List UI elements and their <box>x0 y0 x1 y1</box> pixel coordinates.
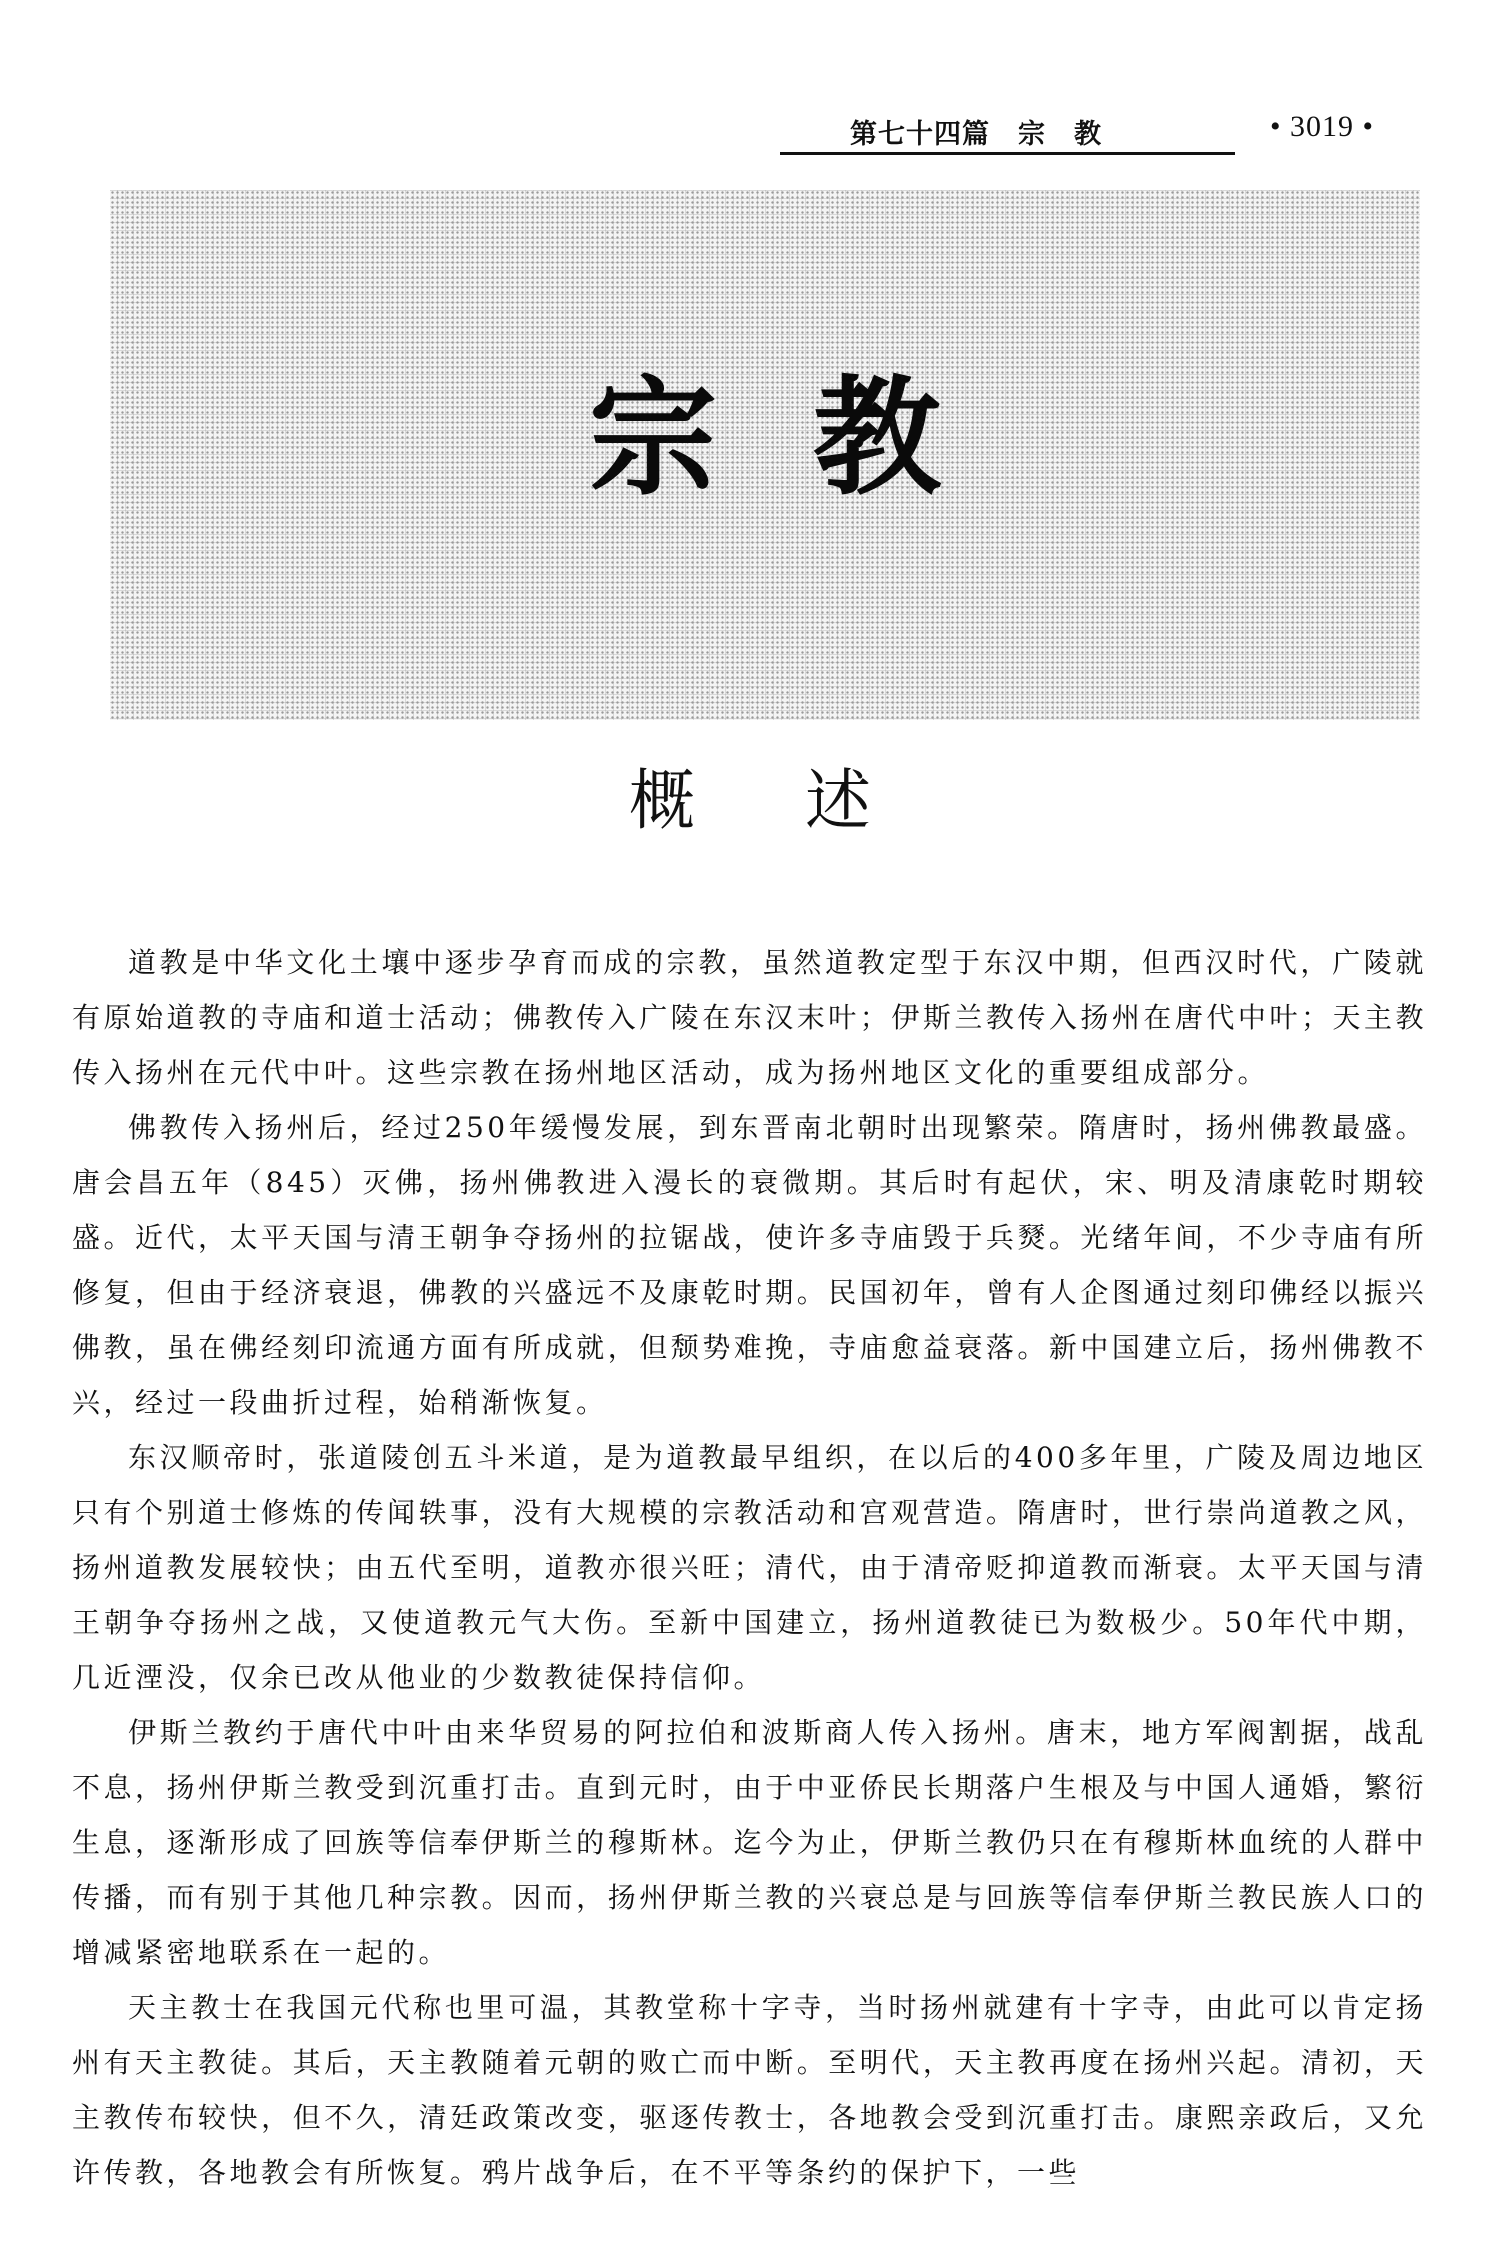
running-head <box>780 112 1235 155</box>
paragraph: 伊斯兰教约于唐代中叶由来华贸易的阿拉伯和波斯商人传入扬州。唐末，地方军阀割据，战乱不息，扬州伊斯兰教受到沉重打击。直到元时，由于中亚侨民长期落户生根及与中国人通婚，繁衍生息，逐渐形成了回族等信奉伊斯兰的穆斯林。迄今为止，伊斯兰教仍只在有穆斯林血统的人群中传播，而有别于其他几种宗教。因而，扬州伊斯兰教的兴衰总是与回族等信奉伊斯兰教民族人口的增减紧密地联系在一起的。 <box>72 1716 1427 1969</box>
paragraph: 东汉顺帝时，张道陵创五斗米道，是为道教最早组织，在以后的400多年里，广陵及周边地区只有个别道士修炼的传闻轶事，没有大规模的宗教活动和宫观营造。隋唐时，世行崇尚道教之风，扬州道教发展较快；由五代至明，道教亦很兴旺；清代，由于清帝贬抑道教而渐衰。太平天国与清王朝争夺扬州之战，又使道教元气大伤。至新中国建立，扬州道教徒已为数极少。50年代中期，几近湮没，仅余已改从他业的少数教徒保持信仰。 <box>72 1441 1427 1694</box>
section-heading: 概述 <box>629 762 981 839</box>
paragraph: 天主教士在我国元代称也里可温，其教堂称十字寺，当时扬州就建有十字寺，由此可以肯定扬州有天主教徒。其后，天主教随着元朝的败亡而中断。至明代，天主教再度在扬州兴起。清初，天主教传布较快，但不久，清廷政策改变，驱逐传教士，各地教会受到沉重打击。康熙亲政后，又允许传教，各地教会有所恢复。鸦片战争后，在不平等条约的保护下，一些 <box>72 1991 1427 2189</box>
body-text <box>72 935 1427 2200</box>
paragraph: 佛教传入扬州后，经过250年缓慢发展，到东晋南北朝时出现繁荣。隋唐时，扬州佛教最盛。唐会昌五年（845）灭佛，扬州佛教进入漫长的衰微期。其后时有起伏，宋、明及清康乾时期较盛。近代，太平天国与清王朝争夺扬州的拉锯战，使许多寺庙毁于兵燹。光绪年间，不少寺庙有所修复，但由于经济衰退，佛教的兴盛远不及康乾时期。民国初年，曾有人企图通过刻印佛经以振兴佛教，虽在佛经刻印流通方面有所成就，但颓势难挽，寺庙愈益衰落。新中国建立后，扬州佛教不兴，经过一段曲折过程，始稍渐恢复。 <box>72 1111 1427 1419</box>
chapter-title: 第七十四篇 宗 教 <box>850 119 1102 150</box>
paragraph: 道教是中华文化土壤中逐步孕育而成的宗教，虽然道教定型于东汉中期，但西汉时代，广陵就有原始道教的寺庙和道士活动；佛教传入广陵在东汉末叶；伊斯兰教传入扬州在唐代中叶；天主教传入扬州在元代中叶。这些宗教在扬州地区活动，成为扬州地区文化的重要组成部分。 <box>72 946 1427 1089</box>
title-banner <box>110 190 1420 720</box>
chapter-main-title: 宗教 <box>588 364 1037 513</box>
page-number: • 3019 • <box>1270 110 1375 143</box>
